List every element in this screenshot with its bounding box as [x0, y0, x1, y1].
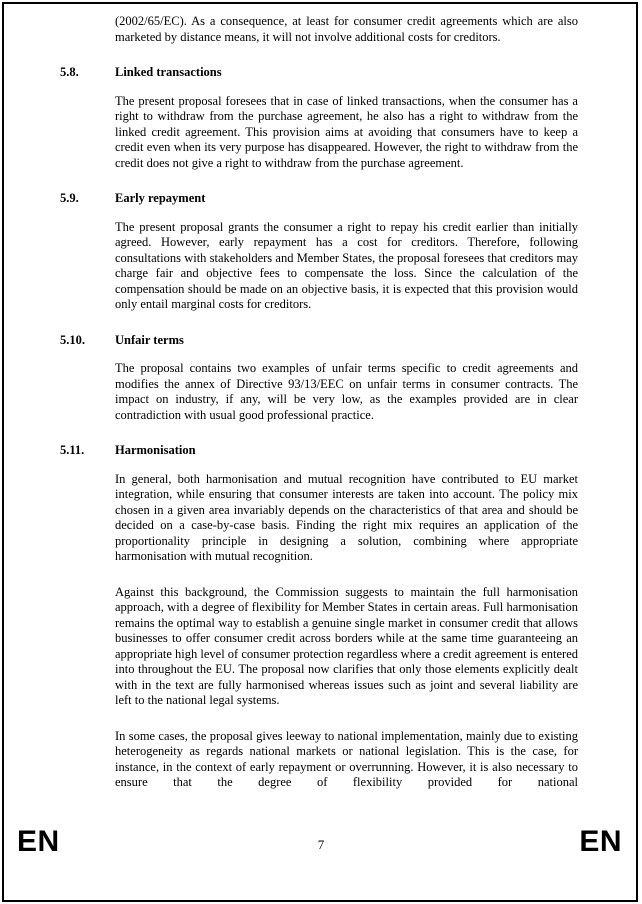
section-paragraph: In some cases, the proposal gives leeway to national implementation, mainly due to existing heterogeneity as regards national markets or national legislation. This is the case, for instance, in the context of early repayment or overrunning. However, it is also necessary to ensure that the degree of flexibility provided for national: [115, 728, 578, 789]
section-title: Unfair terms: [115, 332, 184, 347]
section-paragraph: The present proposal grants the consumer a right to repay his credit earlier than initially agreed. However, early repayment has a cost for creditors. Therefore, following consultations with stakeholders and Member States, the proposal foresees that creditors may charge fair and objective fees to compensate the loss. Since the calculation of the compensation should be made on an objective basis, it is expected that this provision would only entail marginal costs for creditors.: [115, 219, 578, 311]
section-title: Early repayment: [115, 191, 206, 205]
section-title: Linked transactions: [115, 65, 222, 79]
section-number: 5.10.: [60, 332, 85, 347]
section-number: 5.8.: [60, 65, 79, 79]
section-5-11: [60, 443, 578, 811]
section-title: Harmonisation: [115, 443, 196, 457]
section-paragraph: Against this background, the Commission suggests to maintain the full harmonisation approach, with a degree of flexibility for Member States in certain areas. Full harmonisation remains the optimal way to establish a genuine single market in consumer credit that allows businesses to offer consumer credit across borders while at the same time guaranteeing an appropriate high level of consumer protection regardless where a credit agreement is entered into throughout the EU. The proposal now clarifies that only those elements explicitly dealt with in the text are fully harmonised whereas issues such as joint and several liability are left to the national legal systems.: [115, 584, 578, 707]
page-number: 7: [317, 837, 325, 852]
document-body: [60, 14, 578, 811]
intro-paragraph: (2002/65/EC). As a consequence, at least for consumer credit agreements which are also marketed by distance means, it will not involve additional costs for creditors.: [115, 14, 578, 44]
section-paragraph: The proposal contains two examples of unfair terms specific to credit agreements and modifies the annex of Directive 93/13/EEC on unfair terms in consumer contracts. The impact on industry, if any, will be very low, as the examples provided are in clear contradiction with usual good professional practice.: [115, 361, 578, 422]
section-number: 5.11.: [60, 443, 85, 457]
language-code-left: EN: [17, 825, 60, 858]
language-code-right: EN: [579, 825, 622, 858]
section-5-10: [60, 333, 578, 444]
section-paragraph: The present proposal foresees that in case of linked transactions, when the consumer has a right to withdraw from the purchase agreement, he also has a right to withdraw from the linked credit agreement. This provision aims at avoiding that consumers have to keep a credit even when its very purpose has disappeared. However, the right to withdraw from the credit does not give a right to withdraw from the purchase agreement.: [115, 93, 578, 170]
section-paragraph: In general, both harmonisation and mutual recognition have contributed to EU market integration, while ensuring that consumer interests are taken into account. The policy mix chosen in a given area invariably depends on the characteristics of that area and should be decided on a case-by-case basis. Finding the right mix requires an application of the proportionality principle in designing a solution, combining where appropriate harmonisation with mutual recognition.: [115, 471, 578, 563]
section-5-8: [60, 65, 578, 191]
section-number: 5.9.: [60, 191, 79, 205]
section-5-9: [60, 191, 578, 333]
